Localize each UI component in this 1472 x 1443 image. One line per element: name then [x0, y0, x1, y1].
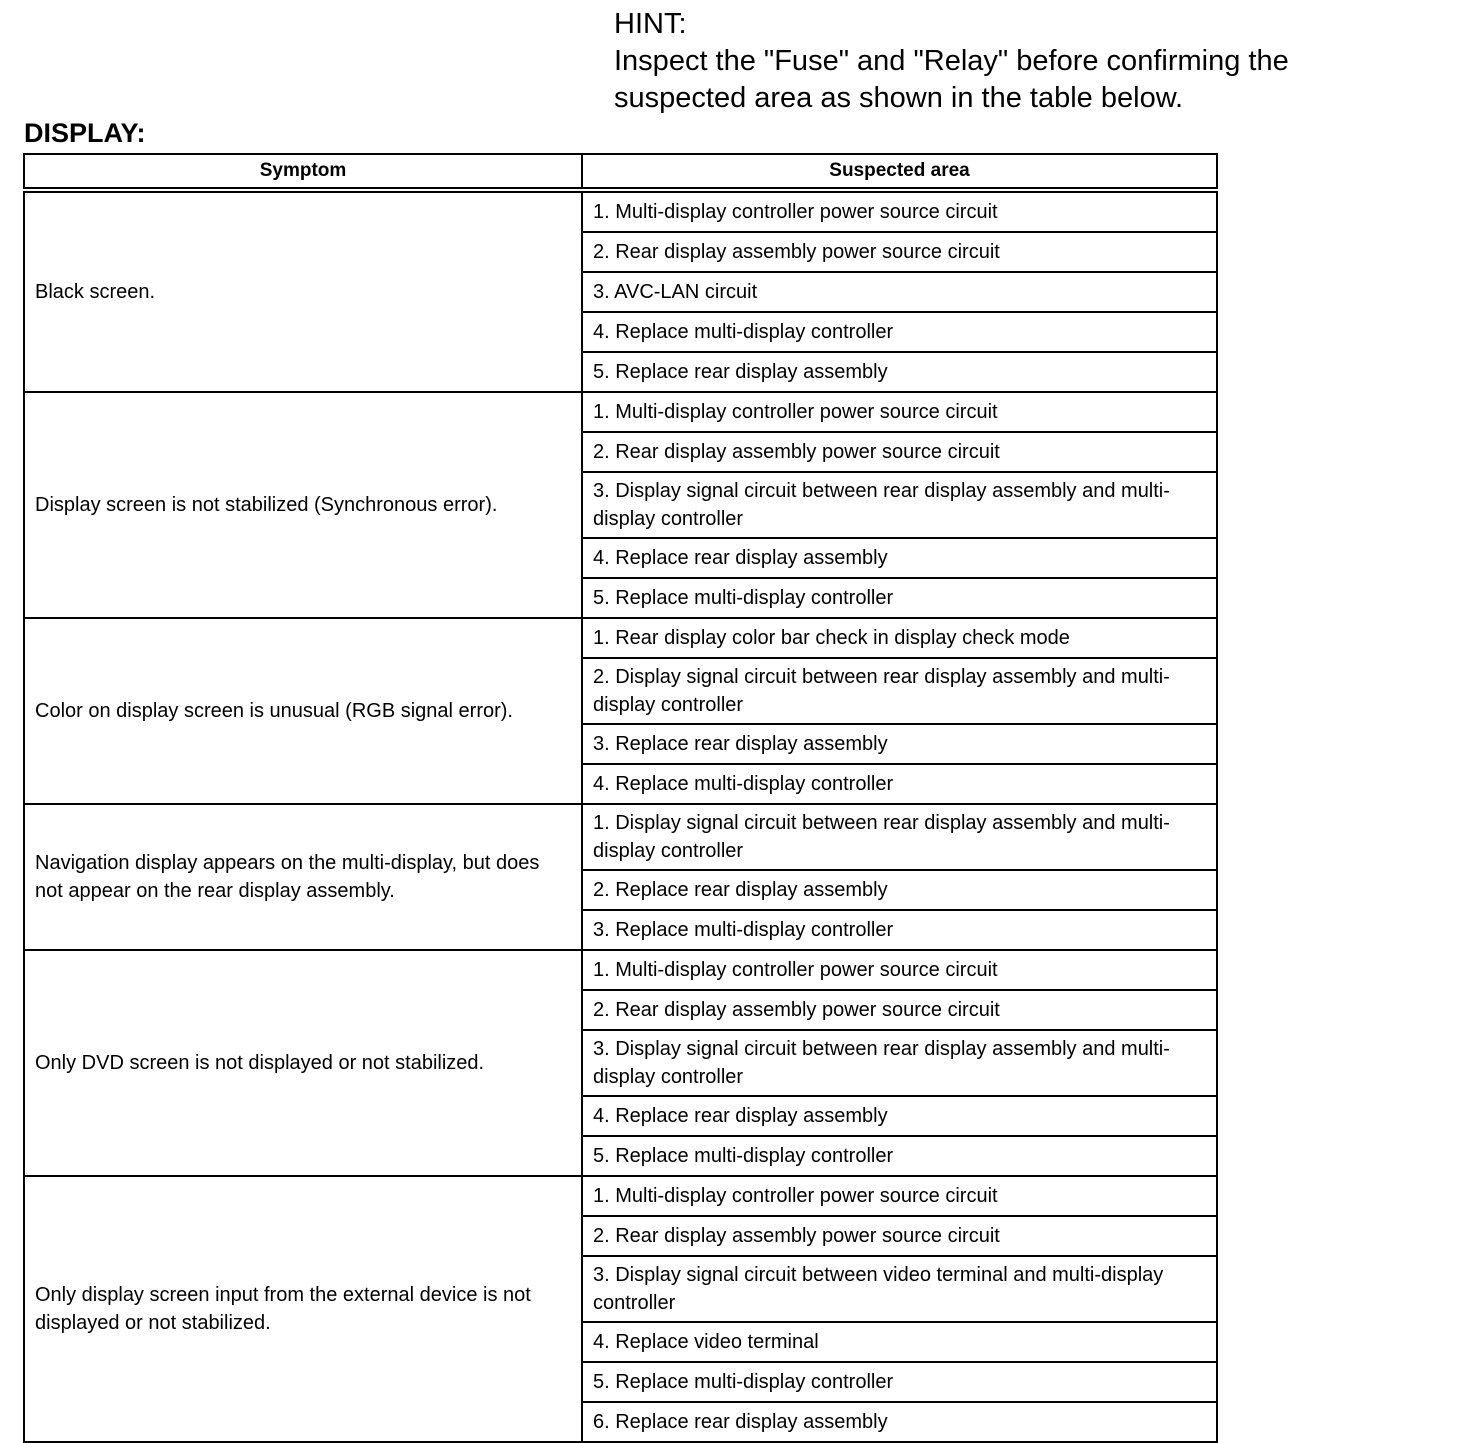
- symptom-cell: Only DVD screen is not displayed or not stabilized.: [24, 950, 582, 1176]
- hint-title: HINT:: [614, 8, 687, 40]
- symptom-cell: Color on display screen is unusual (RGB signal error).: [24, 618, 582, 804]
- suspected-area-cell: 2. Rear display assembly power source circuit: [582, 1216, 1217, 1256]
- suspected-area-cell: 1. Multi-display controller power source circuit: [582, 190, 1217, 232]
- problem-symptoms-table: [23, 153, 1218, 1443]
- symptom-cell: Navigation display appears on the multi-display, but does not appear on the rear display assembly.: [24, 804, 582, 950]
- table-row: [24, 392, 1217, 432]
- table-row: [24, 804, 1217, 870]
- suspected-area-cell: 5. Replace multi-display controller: [582, 1136, 1217, 1176]
- symptom-cell: Only display screen input from the external device is not displayed or not stabilized.: [24, 1176, 582, 1442]
- suspected-area-cell: 1. Multi-display controller power source circuit: [582, 950, 1217, 990]
- suspected-area-cell: 4. Replace rear display assembly: [582, 538, 1217, 578]
- suspected-area-cell: 4. Replace multi-display controller: [582, 312, 1217, 352]
- suspected-area-cell: 5. Replace multi-display controller: [582, 1362, 1217, 1402]
- suspected-area-cell: 1. Display signal circuit between rear display assembly and multi-display controller: [582, 804, 1217, 870]
- suspected-area-cell: 3. Replace multi-display controller: [582, 910, 1217, 950]
- suspected-area-cell: 4. Replace rear display assembly: [582, 1096, 1217, 1136]
- suspected-area-cell: 5. Replace multi-display controller: [582, 578, 1217, 618]
- symptom-cell: Black screen.: [24, 190, 582, 392]
- hint-text-line-1: Inspect the "Fuse" and "Relay" before confirming the: [614, 45, 1289, 77]
- suspected-area-cell: 3. Display signal circuit between video terminal and multi-display controller: [582, 1256, 1217, 1322]
- symptom-cell: Display screen is not stabilized (Synchronous error).: [24, 392, 582, 618]
- suspected-area-cell: 1. Multi-display controller power source circuit: [582, 1176, 1217, 1216]
- suspected-area-cell: 1. Rear display color bar check in display check mode: [582, 618, 1217, 658]
- suspected-area-cell: 3. AVC-LAN circuit: [582, 272, 1217, 312]
- suspected-area-cell: 2. Rear display assembly power source circuit: [582, 990, 1217, 1030]
- table-header-row: [24, 154, 1217, 190]
- table-row: [24, 950, 1217, 990]
- column-header-symptom: Symptom: [24, 154, 582, 190]
- suspected-area-cell: 6. Replace rear display assembly: [582, 1402, 1217, 1442]
- suspected-area-cell: 4. Replace multi-display controller: [582, 764, 1217, 804]
- suspected-area-cell: 2. Rear display assembly power source circuit: [582, 432, 1217, 472]
- suspected-area-cell: 5. Replace rear display assembly: [582, 352, 1217, 392]
- suspected-area-cell: 3. Display signal circuit between rear display assembly and multi-display controller: [582, 472, 1217, 538]
- table-row: [24, 618, 1217, 658]
- hint-block: [614, 6, 1289, 117]
- suspected-area-cell: 2. Display signal circuit between rear display assembly and multi-display controller: [582, 658, 1217, 724]
- table-row: [24, 1176, 1217, 1216]
- suspected-area-cell: 3. Replace rear display assembly: [582, 724, 1217, 764]
- table-row: [24, 190, 1217, 232]
- suspected-area-cell: 1. Multi-display controller power source circuit: [582, 392, 1217, 432]
- suspected-area-cell: 2. Replace rear display assembly: [582, 870, 1217, 910]
- column-header-suspected-area: Suspected area: [582, 154, 1217, 190]
- section-title: DISPLAY:: [24, 118, 146, 148]
- suspected-area-cell: 2. Rear display assembly power source circuit: [582, 232, 1217, 272]
- table-header: [24, 154, 1217, 190]
- hint-text-line-2: suspected area as shown in the table below.: [614, 82, 1184, 114]
- suspected-area-cell: 3. Display signal circuit between rear display assembly and multi-display controller: [582, 1030, 1217, 1096]
- table-body: [24, 190, 1217, 1442]
- suspected-area-cell: 4. Replace video terminal: [582, 1322, 1217, 1362]
